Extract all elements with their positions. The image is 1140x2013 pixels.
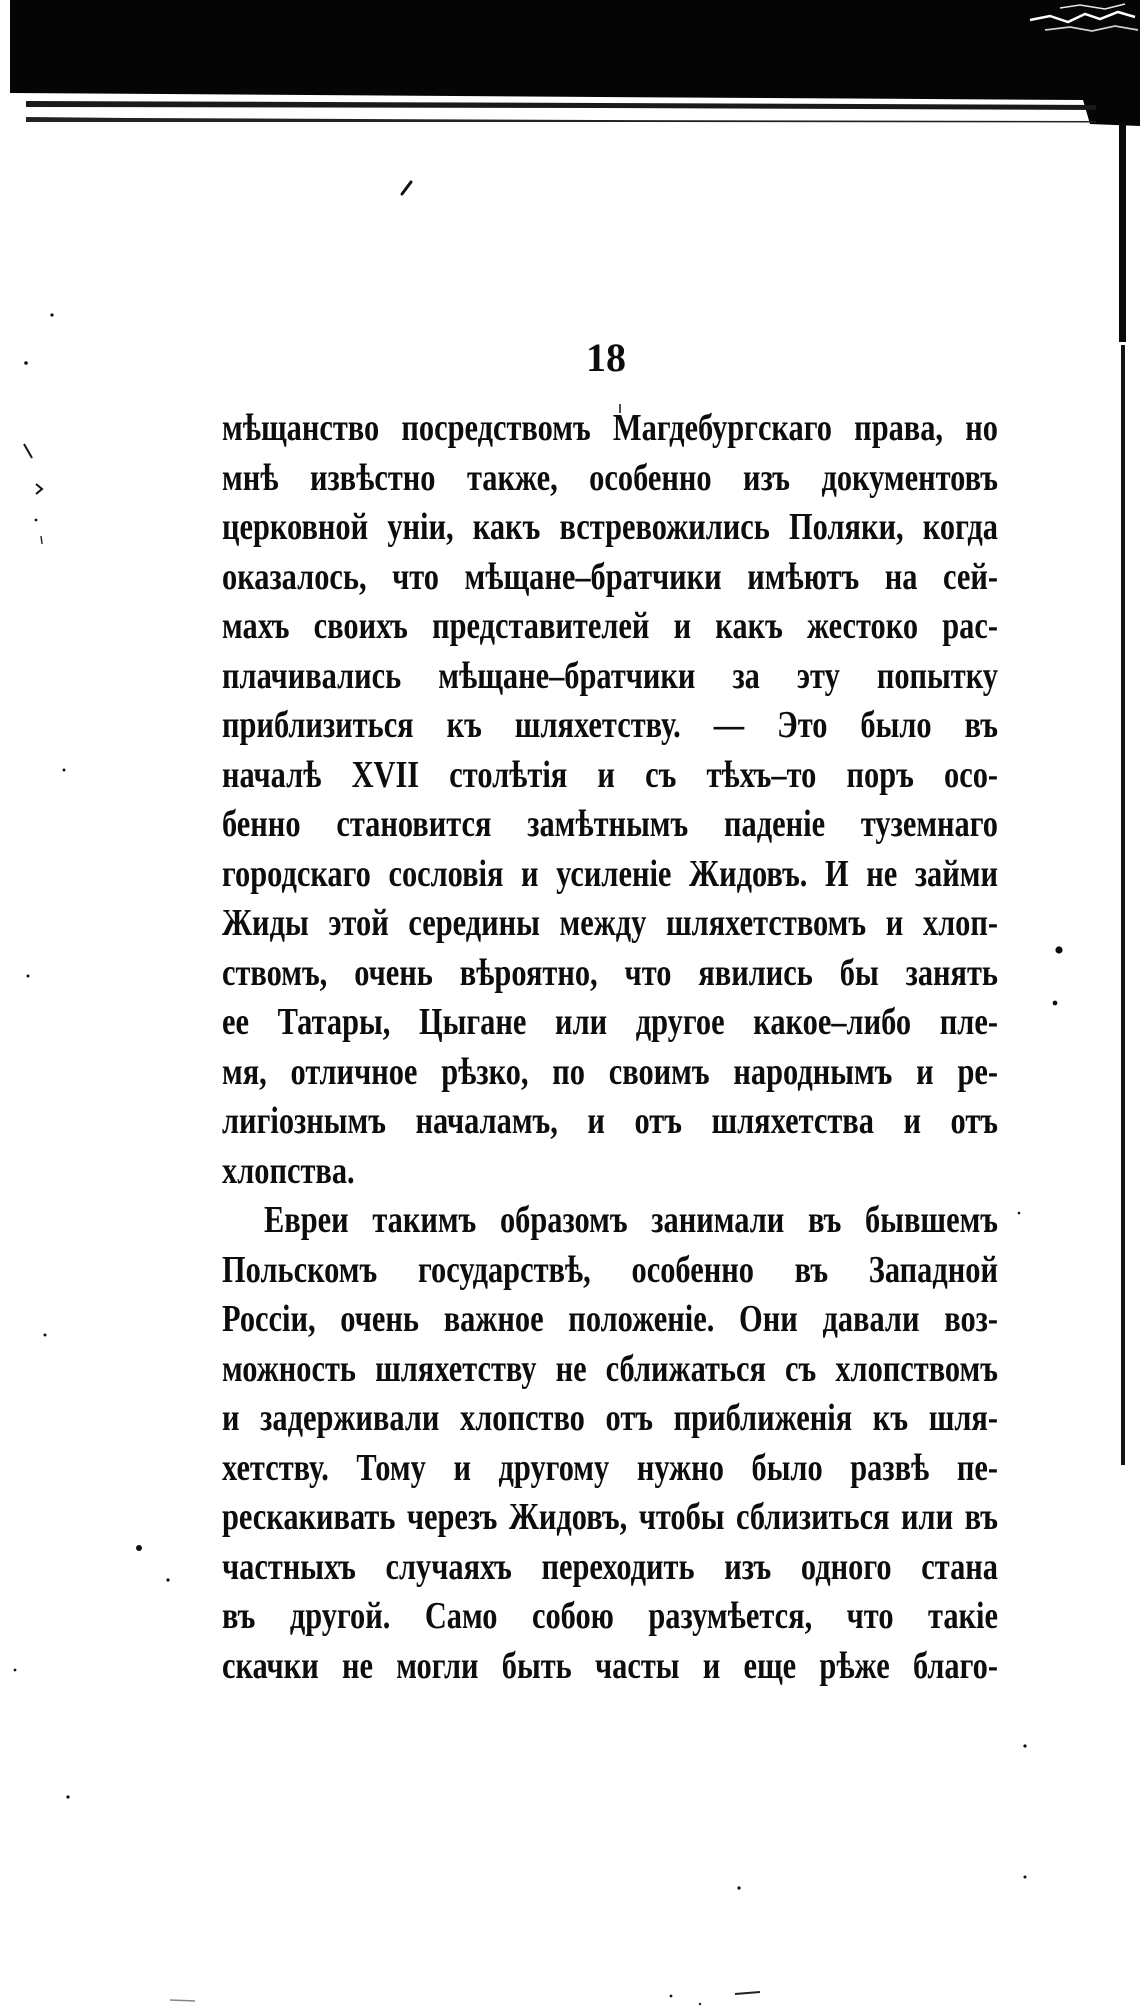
text-line: церковной уніи, какъ встревожились Поляки, когда	[222, 506, 998, 548]
text-line: ствомъ, очень вѣроятно, что явились бы занять	[222, 951, 999, 994]
dust-speck	[166, 1578, 169, 1581]
scan-border-line	[26, 117, 1096, 123]
text-line: Жиды этой середины между шляхетствомъ и хлоп-	[222, 902, 998, 944]
text-line: началѣ XVII столѣтія и съ тѣхъ–то поръ осо-	[222, 753, 999, 796]
dust-speck	[1018, 1212, 1021, 1215]
dust-speck	[136, 1545, 142, 1551]
text-line: мнѣ извѣстно также, особенно изъ документовъ	[222, 456, 999, 499]
dust-speck	[14, 1669, 17, 1672]
dust-speck	[36, 484, 42, 494]
text-line: хетству. Тому и другому нужно было развѣ пе-	[222, 1446, 998, 1489]
text-line: частныхъ случаяхъ переходить изъ одного стана	[222, 1545, 998, 1588]
scan-border-top	[10, 0, 1140, 126]
scan-noise	[1030, 12, 1135, 22]
text-line: Россіи, очень важное положеніе. Они давали воз-	[222, 1298, 998, 1340]
dust-speck	[1023, 1744, 1026, 1747]
dust-speck	[50, 313, 53, 316]
text-line: можность шляхетству не сближаться съ хлопствомъ	[222, 1347, 998, 1390]
paragraph-1	[222, 404, 1004, 1196]
paragraph-2	[222, 1196, 1004, 1691]
text-line: оказалось, что мѣщане–братчики имѣютъ на сей-	[222, 555, 998, 598]
dust-speck	[24, 444, 32, 458]
text-line: рескакивать черезъ Жидовъ, чтобы сблизиться или въ	[222, 1496, 998, 1538]
text-line: плачивались мѣщане–братчики за эту попытку	[222, 654, 999, 697]
scan-noise	[1045, 26, 1138, 31]
dust-speck	[44, 1334, 47, 1337]
text-line: хлопства.	[222, 1149, 355, 1192]
text-line: городскаго сословія и усиленіе Жидовъ. И не займи	[222, 852, 998, 895]
dust-speck	[699, 2003, 701, 2005]
text-line: скачки не могли быть часты и еще рѣже благо-	[222, 1644, 999, 1687]
text-line: лигіознымъ началамъ, и отъ шляхетства и отъ	[222, 1100, 998, 1142]
scan-border-line	[26, 101, 1096, 110]
dust-speck	[1055, 946, 1062, 953]
text-line: ее Татары, Цыгане или другое какое–либо пле-	[222, 1001, 998, 1043]
dust-speck	[1053, 1001, 1058, 1006]
body-text	[222, 404, 1004, 1691]
text-line: Польскомъ государствѣ, особенно въ Западной	[222, 1248, 998, 1291]
text-line: мѣщанство посредствомъ Магдебургскаго права, но	[222, 407, 998, 449]
dust-speck	[402, 182, 411, 194]
dust-speck	[35, 519, 38, 522]
dust-speck	[737, 1886, 740, 1889]
dust-speck	[63, 769, 66, 772]
dust-speck	[170, 2000, 195, 2001]
scan-edge-right	[1119, 122, 1126, 342]
scan-edge-right	[1121, 345, 1125, 1465]
text-line: Евреи такимъ образомъ занимали въ бывшемъ	[264, 1199, 999, 1241]
dust-speck	[670, 1995, 673, 1998]
dust-speck	[66, 1795, 69, 1798]
dust-speck	[1024, 1876, 1027, 1879]
dust-speck	[735, 1992, 760, 1994]
text-line: мя, отличное рѣзко, по своимъ народнымъ и ре-	[222, 1050, 998, 1093]
dust-speck	[27, 975, 30, 978]
text-line: бенно становится замѣтнымъ паденіе туземнаго	[222, 803, 998, 845]
text-line: и задерживали хлопство отъ приближенія къ шля-	[222, 1397, 998, 1439]
dust-speck	[41, 536, 42, 544]
scan-noise	[1060, 4, 1125, 9]
page-number: 18	[586, 335, 626, 380]
dust-speck	[24, 361, 28, 365]
text-line: приблизиться къ шляхетству. — Это было въ	[222, 704, 998, 746]
text-line: въ другой. Само собою разумѣется, что такіе	[222, 1595, 998, 1637]
text-line: махъ своихъ представителей и какъ жестоко рас-	[222, 605, 998, 647]
